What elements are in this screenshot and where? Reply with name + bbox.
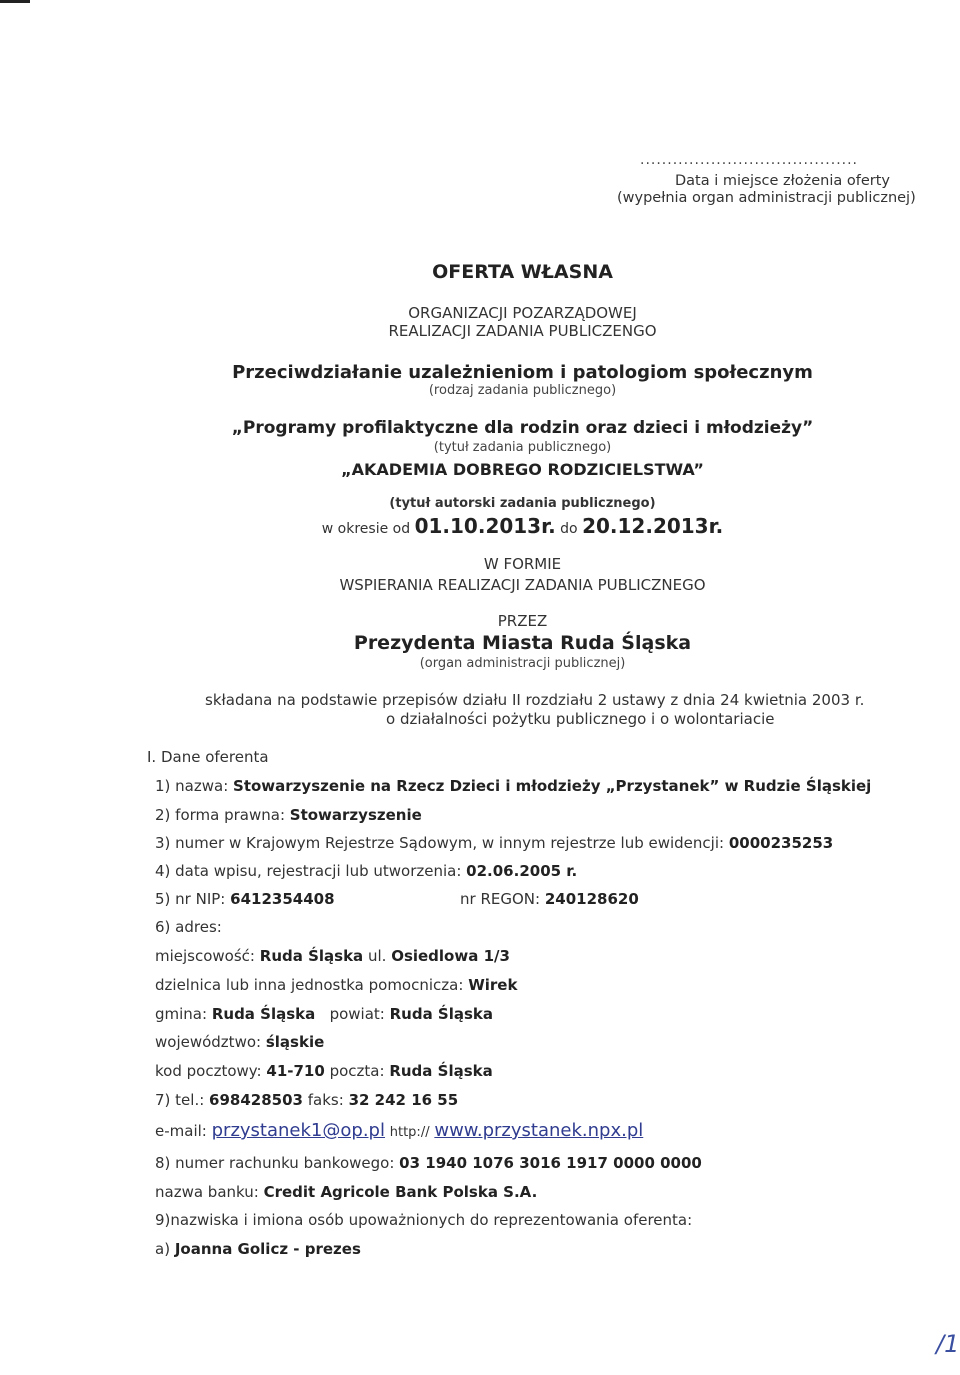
page-number-handwritten: /1 [936,1330,960,1358]
task-title: „Programy profilaktyczne dla rodzin oraz dzieci i młodzieży” [231,418,814,438]
form-line-1: W FORMIE [483,555,562,573]
organ-note: (organ administracji publicznej) [419,656,626,671]
krs-label: 3) numer w Krajowym Rejestrze Sądowym, w innym rejestrze lub ewidencji: [155,834,725,852]
powiat-value: Ruda Śląska [389,1005,494,1023]
author-title: „AKADEMIA DOBREGO RODZICIELSTWA” [341,460,704,479]
form-line-2: WSPIERANIA REALIZACJI ZADANIA PUBLICZNEGO [339,576,706,594]
post-office-value: Ruda Śląska [389,1062,493,1080]
legal-basis-1: składana na podstawie przepisów działu II rozdziału 2 ustawy z dnia 24 kwietnia 2003 r. [205,691,865,709]
post-office-label: poczta: [329,1062,385,1080]
task-type-note: (rodzaj zadania publicznego) [428,383,617,398]
regon-value: 240128620 [544,890,639,908]
fax-value: 32 242 16 55 [348,1091,459,1109]
period-from: 01.10.2013r. [414,514,556,538]
email-label: e-mail: [155,1122,207,1140]
field-krs [155,834,833,852]
section-heading: I. Dane oferenta [147,748,269,766]
gmina-value: Ruda Śląska [211,1005,316,1023]
field-city [155,947,510,965]
period-mid: do [560,521,578,537]
field-legal-form [155,806,422,824]
author-title-note: (tytuł autorski zadania publicznego) [389,496,656,511]
registration-date-value: 02.06.2005 r. [466,862,578,880]
field-registration-date [155,862,577,880]
website-link[interactable]: www.przystanek.npx.pl [434,1120,644,1141]
krs-value: 0000235253 [728,834,834,852]
phone-value: 698428503 [209,1091,303,1109]
scan-edge-mark [0,0,30,3]
name-label: 1) nazwa: [155,777,229,795]
district-label: dzielnica lub inna jednostka pomocnicza: [155,976,464,994]
date-note: (wypełnia organ administracji publicznej) [617,190,916,206]
field-bank-account [155,1154,702,1172]
bank-name-value: Credit Agricole Bank Polska S.A. [263,1183,538,1201]
name-value: Stowarzyszenie na Rzecz Dzieci i młodzieży „Przystanek” w Rudzie Śląskiej [233,777,872,795]
field-gmina [155,1005,493,1023]
field-voivodeship [155,1033,324,1051]
offer-subtitle-2: REALIZACJI ZADANIA PUBLICZENGO [388,322,657,340]
bank-account-label: 8) numer rachunku bankowego: [155,1154,395,1172]
field-name [155,777,871,795]
field-nip [155,890,335,908]
task-type: Przeciwdziałanie uzależnieniom i patologiom społecznym [232,362,813,383]
regon-label: nr REGON: [460,890,541,908]
postal-label: kod pocztowy: [155,1062,262,1080]
field-regon [460,890,639,908]
period-prefix: w okresie od [321,521,411,537]
fax-label: faks: [307,1091,344,1109]
form-przez: PRZEZ [497,612,548,630]
field-email [155,1120,643,1141]
city-value: Ruda Śląska [259,947,364,965]
field-district [155,976,517,994]
representative-a-value: Joanna Golicz - prezes [174,1240,361,1258]
legal-basis-2: o działalności pożytku publicznego i o wolontariacie [386,710,775,728]
organ-name: Prezydenta Miasta Ruda Śląska [353,632,692,654]
nip-value: 6412354408 [230,890,335,908]
field-representative-a [155,1240,361,1258]
phone-label: 7) tel.: [155,1091,205,1109]
voivodeship-label: województwo: [155,1033,262,1051]
date-label: Data i miejsce złożenia oferty [675,173,891,189]
legal-form-label: 2) forma prawna: [155,806,285,824]
address-label: 6) adres: [155,918,222,936]
http-label: http:// [389,1125,430,1140]
representative-a-label: a) [155,1240,171,1258]
postal-value: 41-710 [266,1062,325,1080]
offer-title: OFERTA WŁASNA [432,261,613,283]
registration-date-label: 4) data wpisu, rejestracji lub utworzenia: [155,862,462,880]
email-link[interactable]: przystanek1@op.pl [211,1120,385,1141]
city-label: miejscowość: [155,947,255,965]
field-bank-name [155,1183,537,1201]
period-to: 20.12.2013r. [582,514,724,538]
district-value: Wirek [468,976,518,994]
powiat-label: powiat: [329,1005,385,1023]
task-period [0,514,960,538]
legal-form-value: Stowarzyszenie [289,806,422,824]
gmina-label: gmina: [155,1005,208,1023]
task-title-note: (tytuł zadania publicznego) [433,440,612,455]
field-postal [155,1062,493,1080]
bank-name-label: nazwa banku: [155,1183,259,1201]
date-dotted-line: ........................................ [640,152,859,168]
street-label: ul. [367,947,387,965]
bank-account-value: 03 1940 1076 3016 1917 0000 0000 [399,1154,702,1172]
offer-subtitle-1: ORGANIZACJI POZARZĄDOWEJ [408,304,637,322]
nip-label: 5) nr NIP: [155,890,226,908]
representatives-label: 9)nazwiska i imiona osób upoważnionych do reprezentowania oferenta: [155,1211,693,1229]
field-phone [155,1091,458,1109]
voivodeship-value: śląskie [265,1033,325,1051]
street-value: Osiedlowa 1/3 [391,947,510,965]
